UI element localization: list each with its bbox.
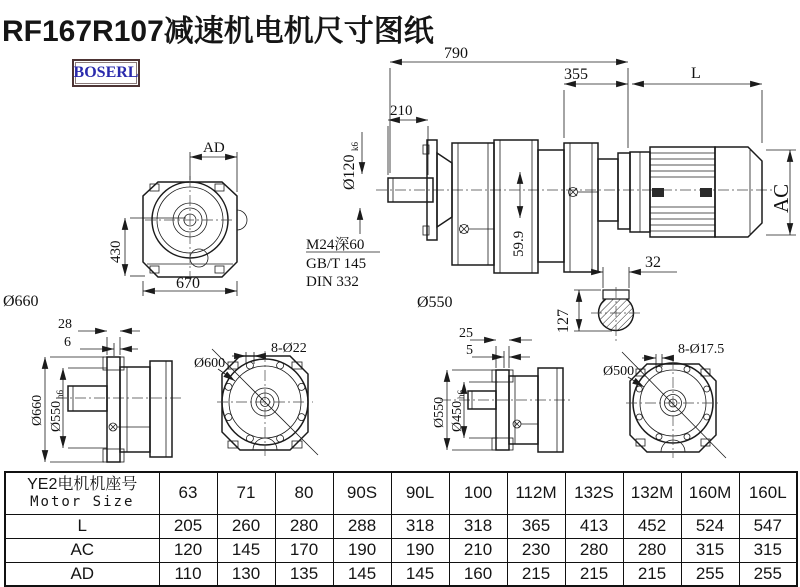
dim-ac-label: AC <box>769 183 793 213</box>
row-label: AC <box>5 538 159 562</box>
cell: 315 <box>681 538 739 562</box>
cell: 205 <box>159 514 217 538</box>
standard-gbt-label: GB/T 145 <box>306 256 367 272</box>
dim-25-label: 25 <box>459 326 473 341</box>
table-header-motor-size <box>5 472 159 514</box>
cell: 280 <box>565 538 623 562</box>
dim-790-label: 790 <box>444 45 468 62</box>
screw-detail-icon <box>460 225 495 234</box>
cell: 210 <box>449 538 507 562</box>
thread-callout-label: M24深60 <box>306 237 365 253</box>
page-title: RF167R107减速机电机尺寸图纸 <box>2 15 434 48</box>
column-header: 160L <box>739 472 797 514</box>
output-flange-front-view <box>194 341 318 456</box>
cell: 255 <box>739 562 797 586</box>
dim-shaft-tol-label: k6 <box>350 142 360 151</box>
output-flange-side-view <box>30 317 184 462</box>
cell: 145 <box>217 538 275 562</box>
column-header: 71 <box>217 472 275 514</box>
table-row <box>5 514 797 538</box>
boserl-logo-text: BOSERL <box>73 64 139 81</box>
cell: 160 <box>449 562 507 586</box>
dim-355-label: 355 <box>564 66 588 83</box>
dim-550-flange-label: Ø550 <box>417 294 453 311</box>
dim-8d17-label: 8-Ø17.5 <box>678 342 725 357</box>
motor-side-view <box>564 65 796 237</box>
dim-127-label: 127 <box>555 309 572 333</box>
dim-430-label: 430 <box>108 240 124 263</box>
cell: 365 <box>507 514 565 538</box>
standard-din-label: DIN 332 <box>306 274 359 290</box>
cell: 524 <box>681 514 739 538</box>
dim-600-label: Ø600 <box>194 356 226 371</box>
row-label: L <box>5 514 159 538</box>
column-header: 132M <box>623 472 681 514</box>
cell: 215 <box>507 562 565 586</box>
dim-210-label: 210 <box>390 103 413 119</box>
screw-detail-icon <box>569 188 599 197</box>
cell: 315 <box>739 538 797 562</box>
cell: 120 <box>159 538 217 562</box>
column-header: 80 <box>275 472 333 514</box>
cell: 145 <box>333 562 391 586</box>
screw-detail-icon <box>109 423 150 431</box>
dim-l-label: L <box>691 65 701 82</box>
dim-5-label: 5 <box>466 343 473 358</box>
cell: 130 <box>217 562 275 586</box>
cell: 318 <box>449 514 507 538</box>
dim-shaft-dia-label: Ø120 <box>341 154 358 190</box>
dim-500-label: Ø500 <box>603 364 635 379</box>
column-header: 63 <box>159 472 217 514</box>
cell: 260 <box>217 514 275 538</box>
column-header: 90L <box>391 472 449 514</box>
dim-flange1-outer-label: Ø660 <box>30 394 45 426</box>
cell: 280 <box>275 514 333 538</box>
motor-flange-front-view <box>603 342 726 458</box>
dim-flange2-spigot-label: Ø450 <box>450 400 465 432</box>
gearbox-front-view <box>108 140 247 296</box>
dim-flange1-spigot-label: Ø550 <box>49 400 64 432</box>
table-row <box>5 562 797 586</box>
row-label: AD <box>5 562 159 586</box>
dim-flange2-outer-label: Ø550 <box>432 396 447 428</box>
cell: 280 <box>623 538 681 562</box>
column-header: 100 <box>449 472 507 514</box>
motor-size-table <box>4 471 798 587</box>
reducer-side-view <box>306 45 772 311</box>
dim-flange1-spigot-tol: h6 <box>55 390 65 399</box>
cell: 110 <box>159 562 217 586</box>
dim-670-label: 670 <box>176 275 200 292</box>
dim-59-9-label: 59.9 <box>511 230 527 257</box>
dim-6-label: 6 <box>64 335 71 350</box>
cell: 547 <box>739 514 797 538</box>
cell: 215 <box>623 562 681 586</box>
motor-flange-side-view <box>432 326 570 452</box>
cell: 318 <box>391 514 449 538</box>
cell: 230 <box>507 538 565 562</box>
dim-28-label: 28 <box>58 317 72 332</box>
cell: 255 <box>681 562 739 586</box>
shaft-section-view <box>555 254 677 341</box>
cell: 452 <box>623 514 681 538</box>
screw-detail-icon <box>513 420 538 428</box>
cell: 190 <box>333 538 391 562</box>
column-header: 132S <box>565 472 623 514</box>
header-en: Motor Size <box>30 494 135 511</box>
dim-8d22-label: 8-Ø22 <box>271 341 307 356</box>
header-cn: YE2电机机座号 <box>27 476 138 494</box>
cell: 145 <box>391 562 449 586</box>
cell: 190 <box>391 538 449 562</box>
cell: 413 <box>565 514 623 538</box>
cell: 288 <box>333 514 391 538</box>
cell: 135 <box>275 562 333 586</box>
column-header: 90S <box>333 472 391 514</box>
dim-32-label: 32 <box>645 254 661 271</box>
cell: 215 <box>565 562 623 586</box>
table-row <box>5 538 797 562</box>
dim-flange2-spigot-tol: h6 <box>456 390 466 399</box>
motor-nameplate <box>652 188 664 197</box>
dim-ad-label: AD <box>203 140 225 156</box>
cell: 170 <box>275 538 333 562</box>
table-header-row <box>5 472 797 514</box>
motor-nameplate <box>700 188 712 197</box>
dim-660-outer-label: Ø660 <box>3 293 39 310</box>
column-header: 112M <box>507 472 565 514</box>
column-header: 160M <box>681 472 739 514</box>
